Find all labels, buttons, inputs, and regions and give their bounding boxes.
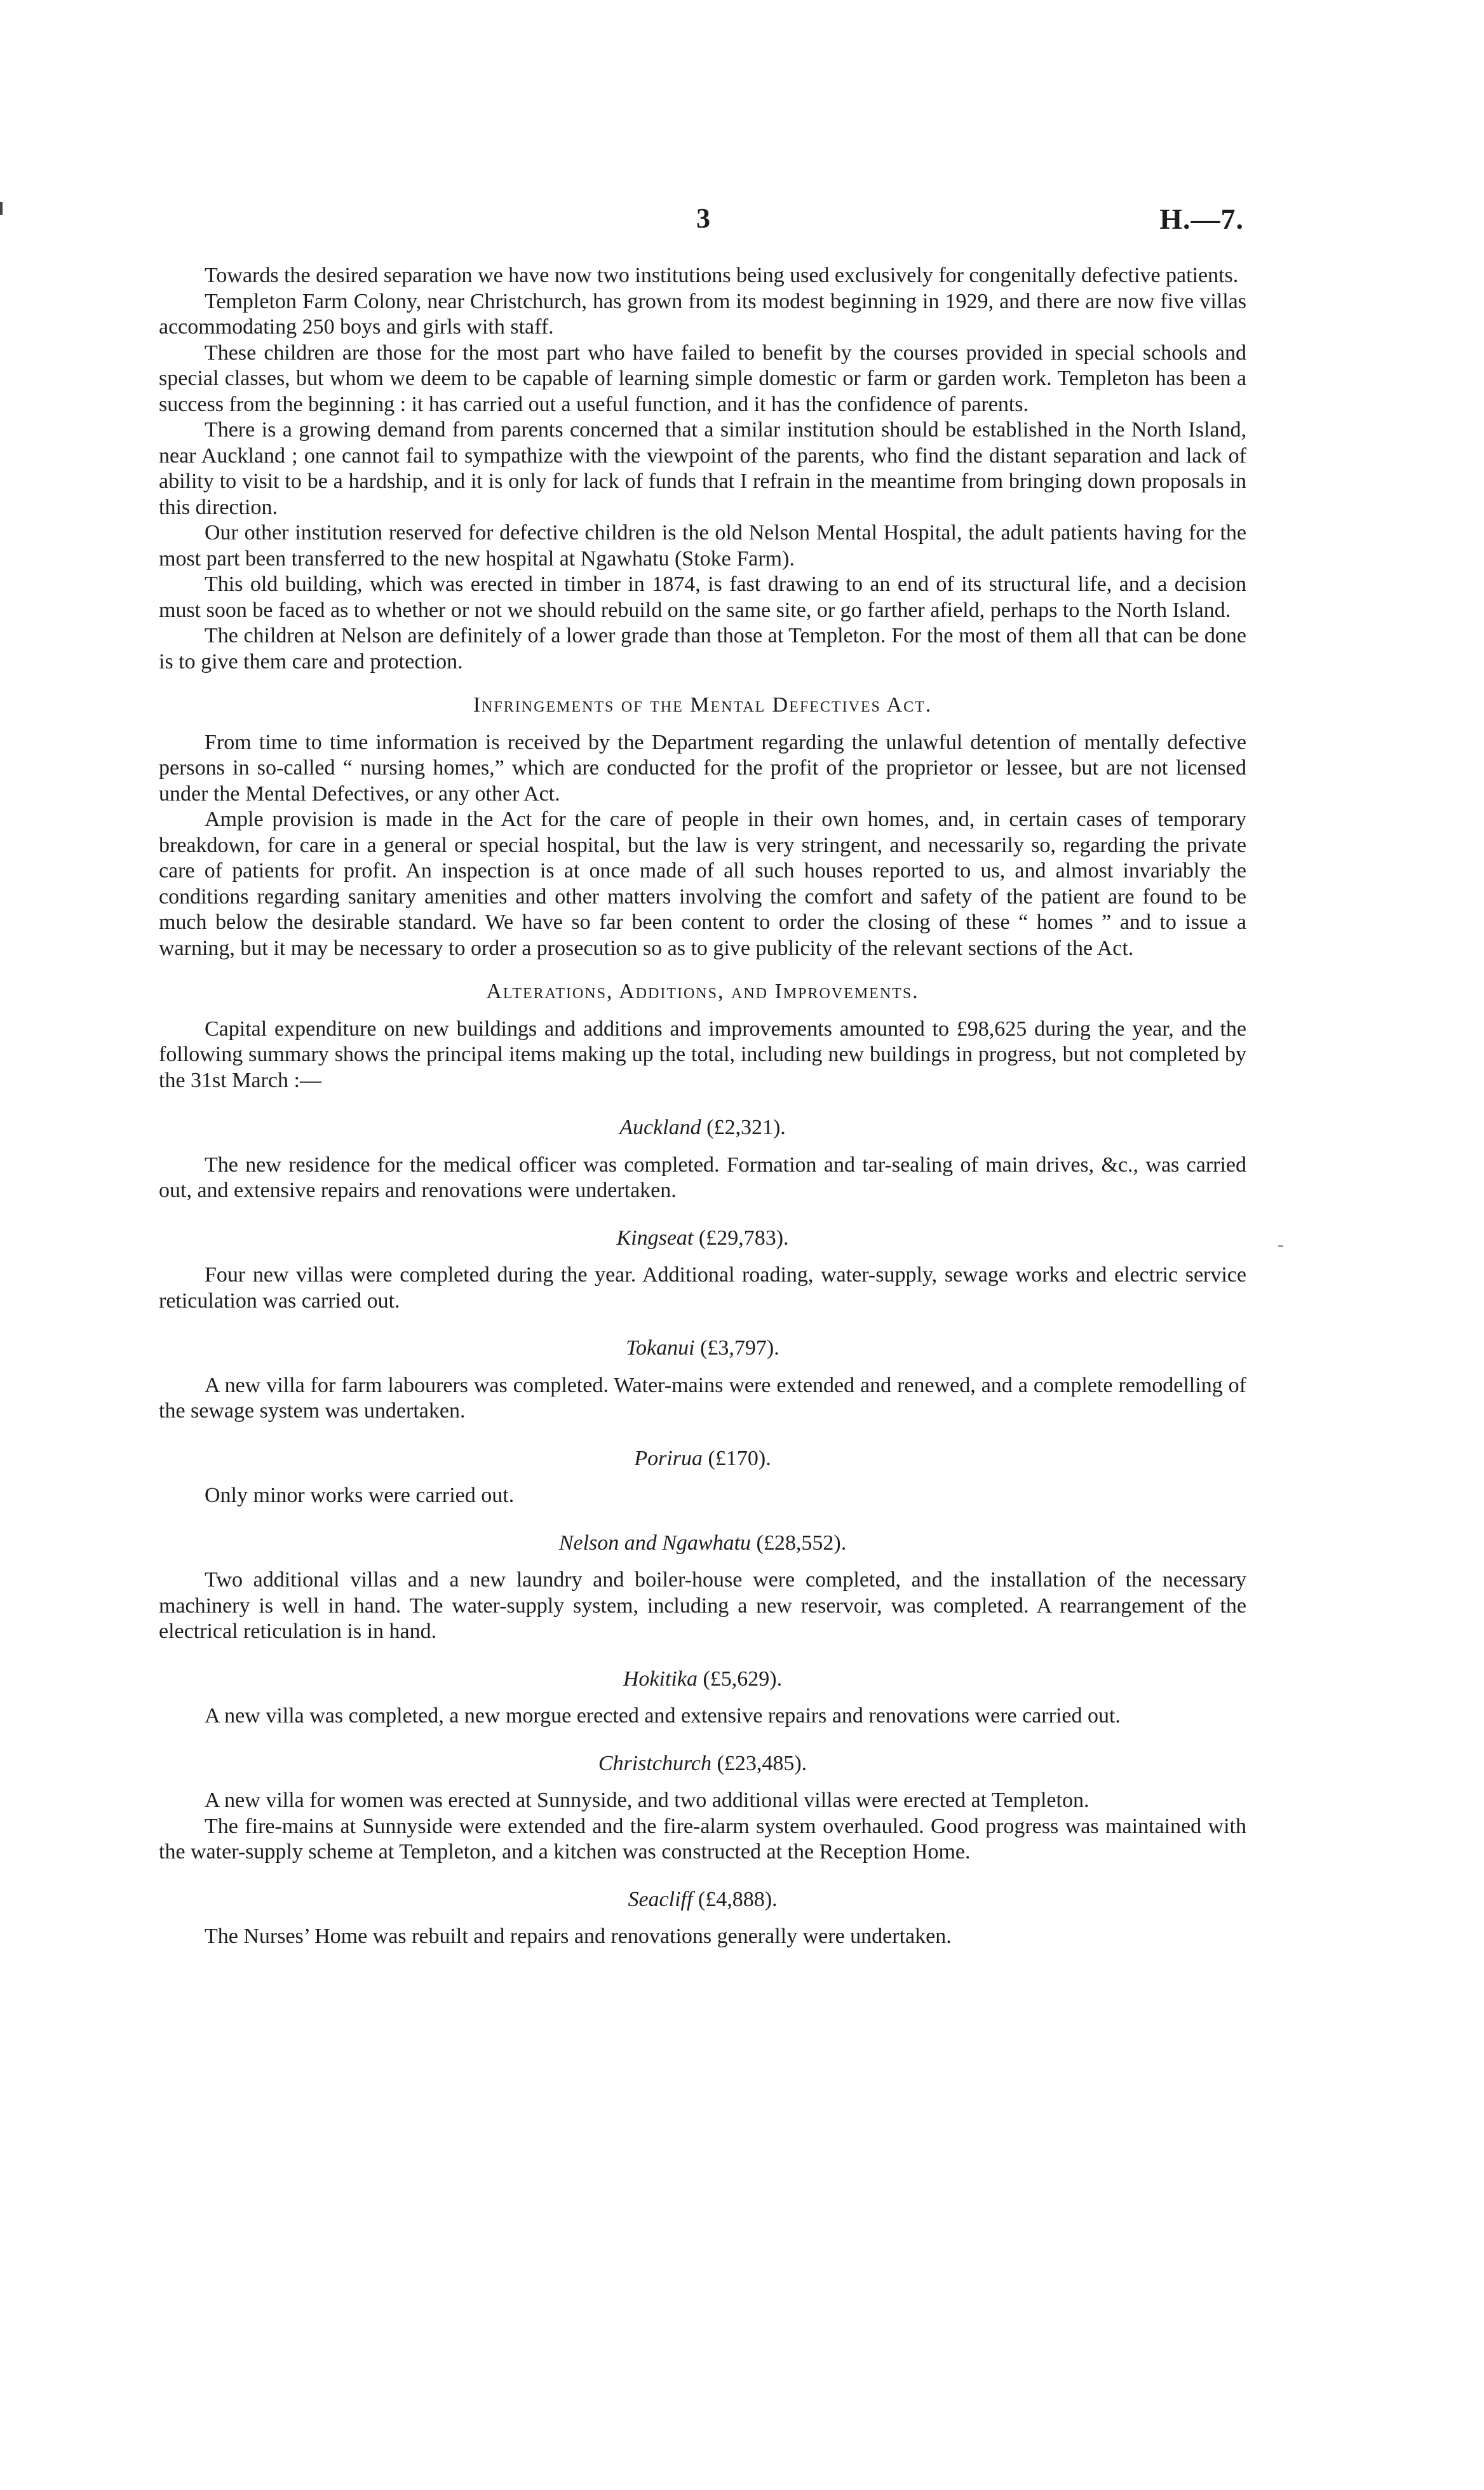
paragraph: The fire-mains at Sunnyside were extended and the fire-alarm system overhauled. Good progress was maintained with the water-supply scheme at Templeton, and a kitchen was constructed at the Reception Home.: [159, 1814, 1246, 1864]
paragraph: The Nurses’ Home was rebuilt and repairs and renovations generally were undertaken.: [205, 1925, 952, 1948]
location-heading: [159, 1667, 1246, 1693]
location-amount: (£5,629).: [703, 1667, 783, 1691]
paragraph: Templeton Farm Colony, near Christchurch, has grown from its modest beginning in 1929, and there are now five villas accommodating 250 boys and girls with staff.: [159, 289, 1246, 339]
paragraph: A new villa was completed, a new morgue erected and extensive repairs and renovations were carried out.: [205, 1704, 1121, 1728]
scan-speck: [1278, 1245, 1283, 1247]
document-body: [159, 263, 1246, 1950]
paragraph: Ample provision is made in the Act for the care of people in their own homes, and, in certain cases of temporary breakdown, for care in a general or special hospital, but the law is very stringent, and necessarily so, regarding the private care of patients for profit. An inspection is at once made of all such houses reported to us, and almost invariably the conditions regarding sanitary amenities and other matters involving the comfort and safety of the patient are found to be much below the desirable standard. We have so far been content to order the closing of these “ homes ” and to issue a warning, but it may be necessary to order a prosecution so as to give publicity of the relevant sections of the Act.: [159, 808, 1246, 960]
section-heading: Alterations, Additions, and Improvements.: [486, 980, 919, 1003]
paragraph: These children are those for the most part who have failed to benefit by the courses provided in special schools and special classes, but whom we deem to be capable of learning simple domestic or farm or garden work. Templeton has been a success from the beginning : it has carried out a useful function, and it has the confidence of parents.: [159, 341, 1246, 416]
location-name: Porirua: [634, 1446, 703, 1470]
paragraph: From time to time information is received by the Department regarding the unlawful detention of mentally defective persons in so-called “ nursing homes,” which are conducted for the profit of the proprietor or lessee, but are not licensed under the Mental Defectives, or any other Act.: [159, 730, 1246, 806]
location-name: Auckland: [619, 1116, 701, 1139]
alterations-section: [159, 979, 1246, 1950]
intro-section: [159, 263, 1246, 675]
location-heading: [159, 1751, 1246, 1777]
location-amount: (£23,485).: [717, 1751, 807, 1775]
page-number: 3: [696, 203, 710, 234]
paragraph: There is a growing demand from parents concerned that a similar institution should be established in the North Island, near Auckland ; one cannot fail to sympathize with the viewpoint of the parents, who find the distant separation and lack of ability to visit to be a hardship, and it is only for lack of funds that I refrain in the meantime from bringing down proposals in this direction.: [159, 418, 1246, 519]
location-name: Hokitika: [623, 1667, 698, 1691]
location-amount: (£28,552).: [756, 1531, 847, 1555]
location-amount: (£170).: [708, 1446, 771, 1470]
paragraph: A new villa for women was erected at Sunnyside, and two additional villas were erected at Templeton.: [205, 1789, 1089, 1812]
location-name: Seacliff: [628, 1887, 693, 1911]
paragraph: Two additional villas and a new laundry and boiler-house were completed, and the installation of the necessary machinery is well in hand. The water-supply system, including a new reservoir, was completed. A rearrangement of the electrical reticulation is in hand.: [159, 1568, 1246, 1643]
location-amount: (£29,783).: [698, 1226, 789, 1250]
location-heading: [159, 1446, 1246, 1472]
location-name: Christchurch: [598, 1751, 712, 1775]
location-name: Kingseat: [616, 1226, 694, 1250]
paragraph: Towards the desired separation we have now two institutions being used exclusively for congenitally defective patients.: [205, 264, 1239, 287]
paragraph: The children at Nelson are definitely of a lower grade than those at Templeton. For the most of them all that can be done is to give them care and protection.: [159, 624, 1246, 673]
location-heading: [159, 1887, 1246, 1913]
location-name: Nelson and Ngawhatu: [558, 1531, 752, 1555]
paragraph: Four new villas were completed during the year. Additional roading, water-supply, sewage works and electric service reticulation was carried out.: [159, 1263, 1246, 1313]
paragraph: The new residence for the medical officer was completed. Formation and tar-sealing of main drives, &c., was carried out, and extensive repairs and renovations were undertaken.: [159, 1153, 1246, 1202]
location-amount: (£4,888).: [698, 1887, 778, 1911]
location-heading: [159, 1226, 1246, 1252]
paragraph: Our other institution reserved for defective children is the old Nelson Mental Hospital, the adult patients having for the most part been transferred to the new hospital at Ngawhatu (Stoke Farm).: [159, 521, 1246, 571]
location-heading: [159, 1115, 1246, 1141]
location-heading: [159, 1531, 1246, 1557]
paragraph: Capital expenditure on new buildings and additions and improvements amounted to £98,625 during the year, and the following summary shows the principal items making up the total, including new buildings in progress, but not completed by the 31st March :—: [159, 1017, 1246, 1092]
paragraph: A new villa for farm labourers was completed. Water-mains were extended and renewed, and a complete remodelling of the sewage system was undertaken.: [159, 1373, 1246, 1423]
location-amount: (£3,797).: [700, 1336, 779, 1360]
section-heading: Infringements of the Mental Defectives Act.: [473, 693, 933, 717]
page-header: [0, 202, 1484, 247]
paragraph: This old building, which was erected in timber in 1874, is fast drawing to an end of its structural life, and a decision must soon be faced as to whether or not we should rebuild on the same site, or go farther afield, perhaps to the North Island.: [159, 572, 1246, 622]
location-heading: [159, 1336, 1246, 1362]
location-amount: (£2,321).: [706, 1116, 786, 1139]
paragraph: Only minor works were carried out.: [205, 1484, 515, 1507]
report-reference: H.—7.: [1159, 203, 1244, 235]
infringements-section: [159, 693, 1246, 961]
location-name: Tokanui: [626, 1336, 695, 1360]
